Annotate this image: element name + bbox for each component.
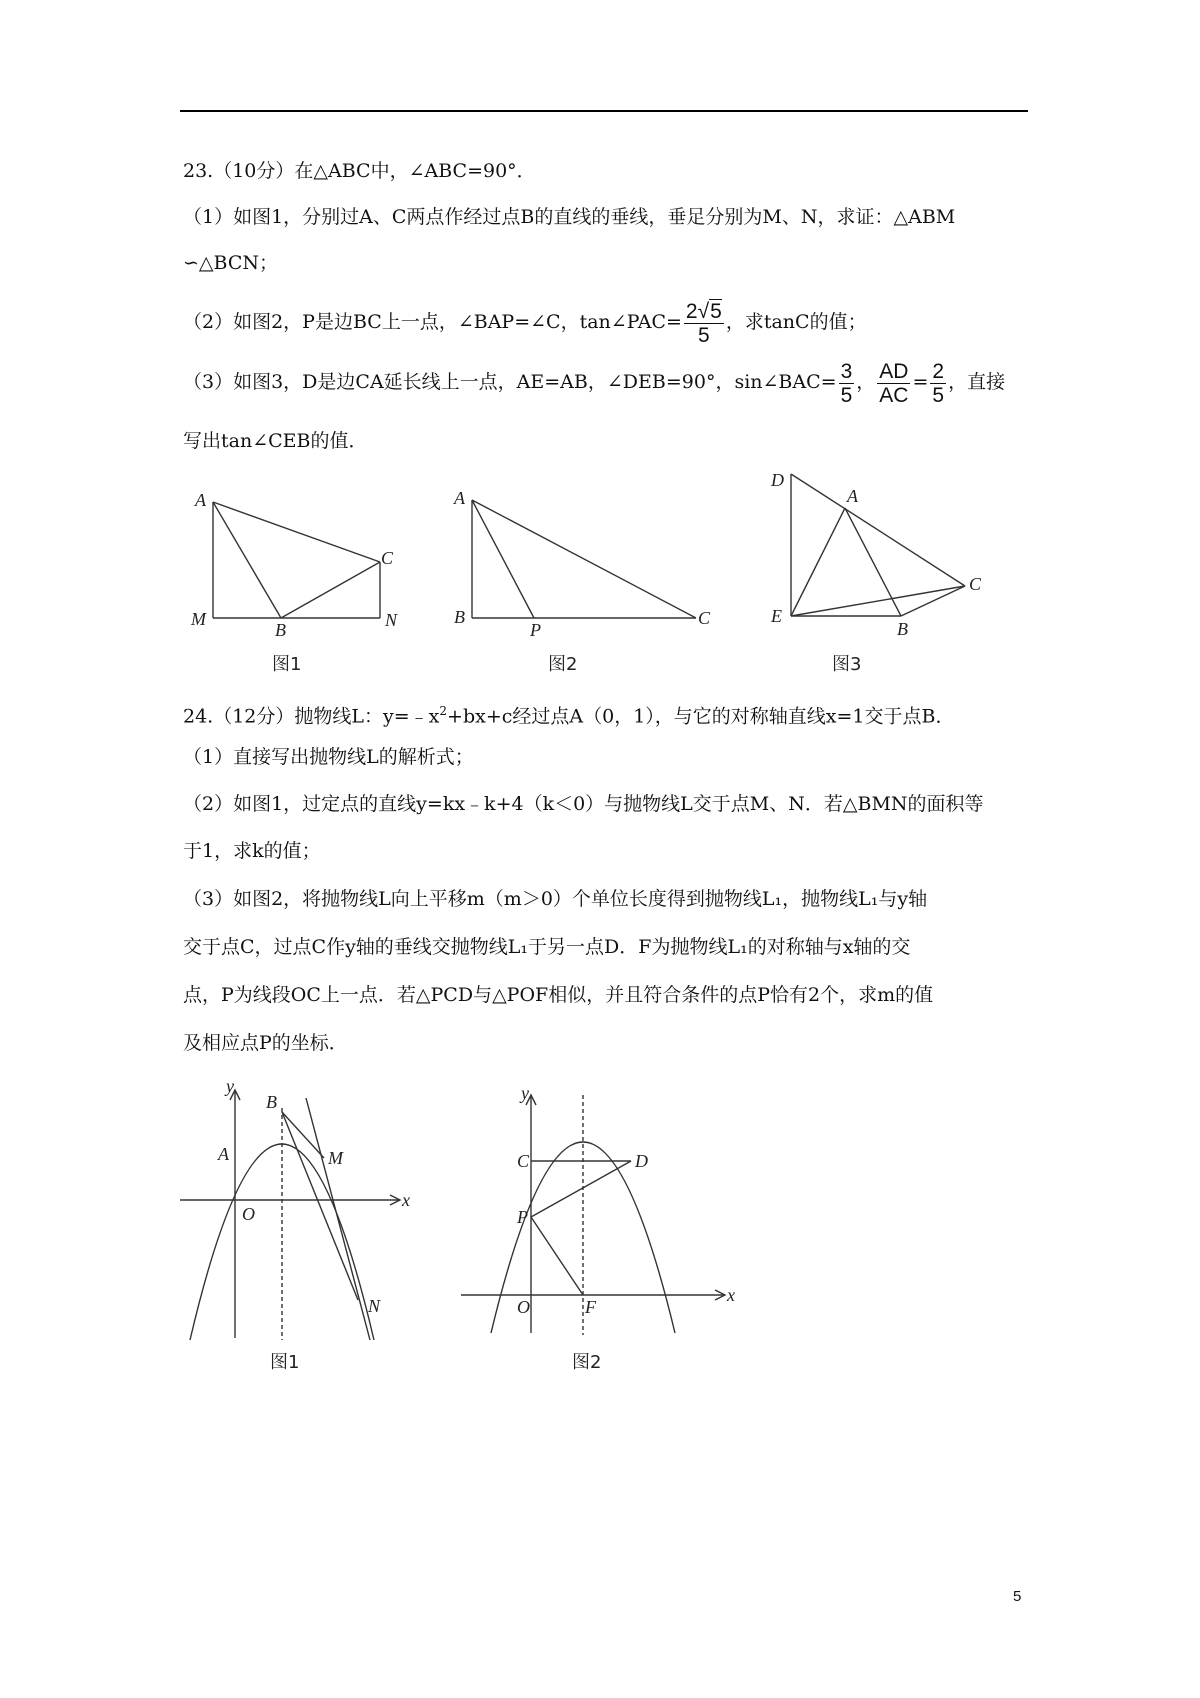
- fig3-line-dc: [791, 474, 965, 586]
- fig3-label-b: B: [897, 619, 908, 639]
- ratio-den: 5: [932, 383, 945, 407]
- q23-part2-pre: （2）如图2，P是边BC上一点，∠BAP=∠C，tan∠PAC=: [183, 311, 682, 333]
- q24f2-label-c: C: [517, 1151, 530, 1171]
- q24f1-line-mn: [306, 1098, 370, 1340]
- q24f2-label-o: O: [517, 1297, 530, 1317]
- q24f1-label-n: N: [368, 1296, 381, 1316]
- tan-pac-fraction: $\frac{2√5}{5}$: [685, 299, 722, 347]
- q24f1-line-bn: [282, 1112, 358, 1300]
- ad-ac-den: AC: [879, 383, 909, 407]
- q24f1-label-a: A: [218, 1144, 229, 1164]
- q24f2-label-y: y: [521, 1085, 529, 1103]
- q23-part3: （3）如图3，D是边CA延长线上一点，AE=AB，∠DEB=90°，sin∠BAC= $\frac{3}{5}$ ， $\frac{AD}{AC}$ = $\frac{2}{5}$ ，直接: [183, 359, 1006, 407]
- sin-bac-den: 5: [840, 383, 853, 407]
- fig1-label-m: M: [191, 609, 206, 629]
- fig3-line-ea: [791, 508, 845, 616]
- q23-part2-post: ，求tanC的值；: [725, 311, 867, 333]
- q23-title: 23.（10分）在△ABC中，∠ABC=90°．: [183, 160, 536, 182]
- fig2-label-a: A: [454, 488, 465, 508]
- q24f1-label-x: x: [402, 1190, 410, 1210]
- q24f1-label-o: O: [242, 1204, 255, 1224]
- q23-part3-pre: （3）如图3，D是边CA延长线上一点，AE=AB，∠DEB=90°，sin∠BAC=: [183, 371, 837, 393]
- fig2-label-c: C: [698, 608, 711, 628]
- sin-bac-fraction: [839, 360, 855, 407]
- q23-part1-line2: ∽△BCN；: [183, 252, 279, 274]
- q24-title-post: +bx+c经过点A（0，1），与它的对称轴直线x=1交于点B．: [447, 705, 955, 728]
- fig3-label-d: D: [771, 470, 784, 490]
- sin-bac-num: 3: [840, 359, 853, 383]
- q23-figure-1: [185, 488, 405, 638]
- fig1-label-n: N: [385, 610, 398, 630]
- fig3-line-bc: [901, 586, 965, 616]
- q24-part2-line1: （2）如图1，过定点的直线y=kx﹣k+4（k＜0）与抛物线L交于点M、N．若△BMN的面积等: [183, 793, 984, 815]
- header-rule: [180, 110, 1028, 112]
- q24-part3-line2: 交于点C，过点C作y轴的垂线交抛物线L₁于另一点D．F为抛物线L₁的对称轴与x轴的交: [183, 936, 911, 958]
- tan-pac-den: 5: [698, 323, 710, 347]
- q24-caption-1: 图1: [270, 1352, 300, 1373]
- q24-part2-line2: 于1，求k的值；: [183, 840, 321, 862]
- ad-ac-num: AD: [879, 359, 909, 383]
- ratio-num: 2: [932, 359, 945, 383]
- fig3-label-e: E: [771, 606, 782, 626]
- q23-part3-post: ，直接: [948, 371, 1006, 393]
- fig2-label-b: B: [454, 607, 465, 627]
- q24-part3-line1: （3）如图2，将抛物线L向上平移m（m＞0）个单位长度得到抛物线L₁，抛物线L₁与y轴: [183, 888, 928, 910]
- q24f2-label-p: P: [517, 1207, 528, 1227]
- fig3-label-a: A: [847, 486, 858, 506]
- q24f1-label-m: M: [328, 1148, 343, 1168]
- q23-caption-2: 图2: [548, 654, 578, 675]
- fig1-line-bc: [281, 562, 380, 618]
- q24-part1: （1）直接写出抛物线L的解析式；: [183, 746, 474, 768]
- ad-ac-fraction: [877, 360, 910, 407]
- q24-caption-2: 图2: [572, 1352, 602, 1373]
- fig1-line-ab: [213, 502, 281, 618]
- fig3-line-ab: [845, 508, 901, 616]
- q23-part1-line1: （1）如图1，分别过A、C两点作经过点B的直线的垂线，垂足分别为M、N，求证：△ABM: [183, 206, 956, 228]
- ratio-fraction: [930, 360, 946, 407]
- tan-pac-rad: 5: [710, 299, 722, 323]
- q24f2-line-pd: [531, 1161, 631, 1217]
- fig2-label-p: P: [530, 620, 541, 638]
- fig1-label-c: C: [381, 548, 394, 568]
- q23-part3-line2: 写出tan∠CEB的值．: [183, 430, 368, 452]
- q24-figure-1: [180, 1078, 420, 1348]
- q24f2-label-x: x: [727, 1285, 735, 1305]
- q23-caption-1: 图1: [272, 654, 302, 675]
- q24-title: [183, 698, 954, 729]
- q24f1-line-bm: [282, 1112, 324, 1158]
- tan-pac-num: 2: [685, 299, 698, 323]
- q23-figure-3: [765, 470, 1005, 640]
- q24f2-line-pf: [531, 1217, 583, 1295]
- fig1-label-b: B: [275, 620, 286, 638]
- q23-part2: [183, 292, 867, 352]
- fig3-label-c: C: [969, 574, 982, 594]
- fig3-line-ec: [791, 586, 965, 616]
- q23-figure-2: [450, 488, 730, 638]
- fig1-label-a: A: [195, 490, 206, 510]
- fig2-line-ac: [472, 500, 696, 618]
- q24-title-sup: 2: [439, 704, 448, 718]
- q24f1-label-b: B: [266, 1092, 277, 1112]
- q24f2-label-f: F: [585, 1297, 596, 1317]
- q24-part3-line4: 及相应点P的坐标．: [183, 1032, 348, 1054]
- fig1-line-ac: [213, 502, 380, 562]
- q24f1-label-y: y: [226, 1078, 234, 1096]
- q24-part3-line3: 点，P为线段OC上一点．若△PCD与△POF相似，并且符合条件的点P恰有2个，求m的值: [183, 984, 934, 1006]
- q24-title-pre: 24.（12分）抛物线L：y=﹣x: [183, 705, 440, 728]
- ad-ac-equals: =: [912, 371, 929, 393]
- page-number: 5: [1013, 1588, 1022, 1605]
- q24-figure-2: [455, 1085, 745, 1350]
- fig2-line-ap: [472, 500, 534, 618]
- q24f2-label-d: D: [635, 1151, 648, 1171]
- q23-caption-3: 图3: [832, 654, 862, 675]
